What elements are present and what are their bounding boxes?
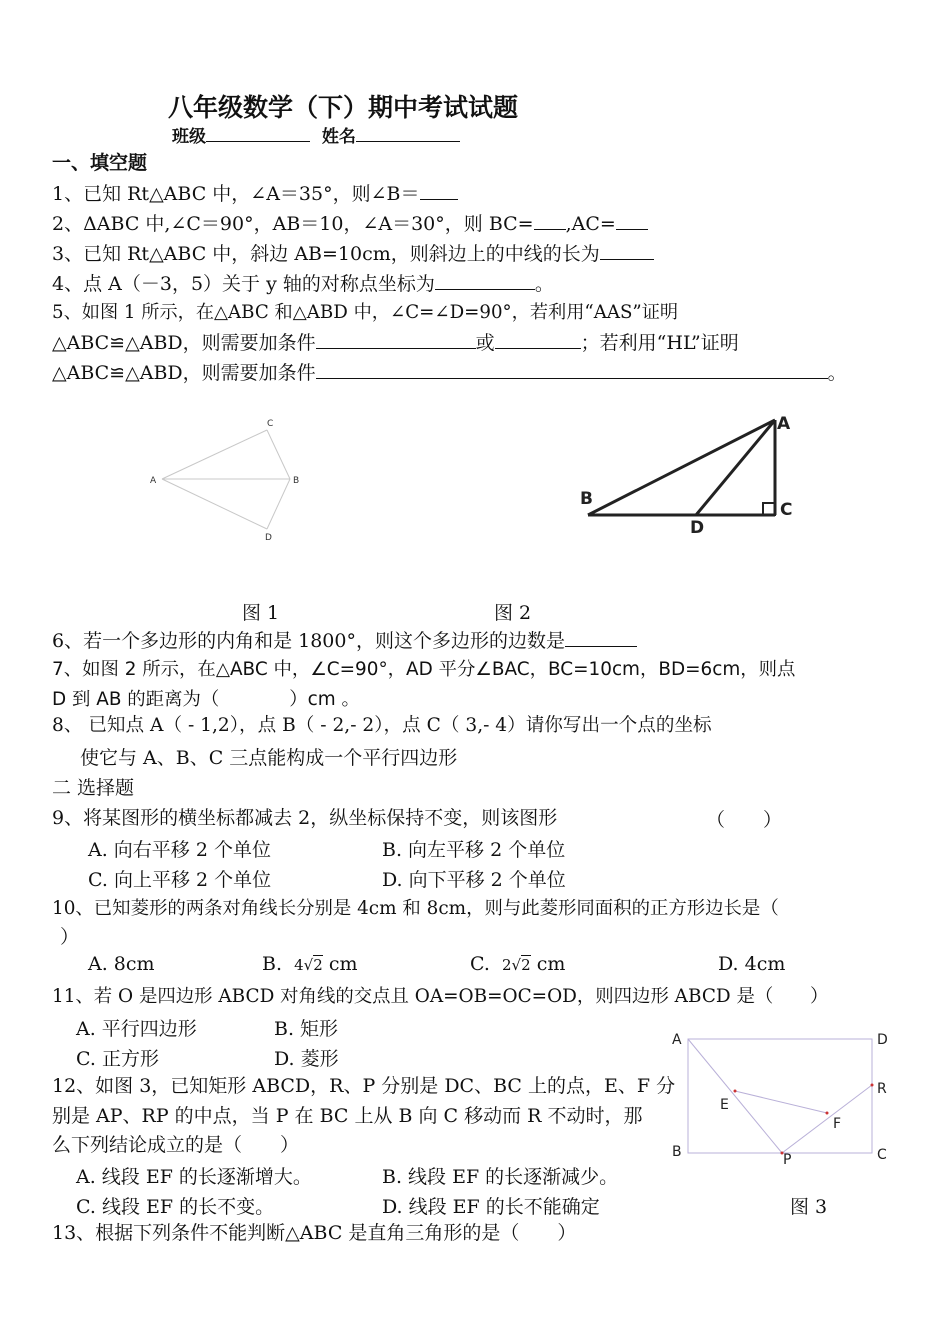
q4-blank[interactable] (435, 271, 535, 290)
q10-option-d[interactable]: D. 4cm (718, 953, 786, 975)
fig3-label-d: D (877, 1032, 888, 1048)
q11-option-d[interactable]: D. 菱形 (274, 1048, 339, 1070)
q9-option-c[interactable]: C. 向上平移 2 个单位 (88, 869, 272, 891)
q3-blank[interactable] (600, 241, 654, 260)
q9-answer-paren[interactable]: （ ） (706, 809, 783, 831)
q5-blank-hl[interactable] (316, 360, 828, 379)
fig2-label-a: A (777, 414, 791, 434)
question-8-line-1: 8、 已知点 A（ - 1,2），点 B（ - 2,- 2），点 C（ 3,- 4）请你写出一个点的坐标 (52, 715, 712, 736)
q11-option-a[interactable]: A. 平行四边形 (76, 1018, 197, 1040)
class-label: 班级 (172, 127, 206, 147)
fig1-label-a: A (150, 476, 157, 486)
fig3-label-c: C (877, 1147, 887, 1163)
question-9: 9、将某图形的横坐标都减去 2，纵坐标保持不变，则该图形 (52, 807, 558, 829)
section-fill-in-title: 一、填空题 (52, 152, 148, 174)
q12-option-a[interactable]: A. 线段 EF 的长逐渐增大。 (76, 1166, 312, 1188)
q5-blank-aas-1[interactable] (316, 330, 476, 349)
q10-option-a[interactable]: A. 8cm (88, 953, 155, 975)
q10-option-c[interactable]: C. 2√2 cm (470, 953, 566, 975)
fig3-label-r: R (877, 1081, 887, 1097)
name-label: 姓名 (321, 127, 356, 147)
question-1: 1、已知 Rt△ABC 中，∠A＝35°，则∠B＝ (52, 181, 458, 207)
question-3: 3、已知 Rt△ABC 中，斜边 AB=10cm，则斜边上的中线的长为 (52, 241, 654, 267)
question-12-line-1: 12、如图 3，已知矩形 ABCD，R、P 分别是 DC、BC 上的点，E、F 分 (52, 1075, 676, 1097)
q6-blank[interactable] (565, 628, 637, 647)
figure-2-diagram (570, 405, 810, 545)
figure-1-diagram (140, 410, 320, 550)
q10-option-b[interactable]: B. 4√2 cm (262, 953, 358, 975)
figure-3-diagram (660, 1025, 910, 1170)
figure-2-caption: 图 2 (494, 602, 532, 624)
question-10-line-2: ） (60, 926, 80, 948)
fig2-label-b: B (580, 489, 593, 509)
page-title: 八年级数学（下）期中考试试题 (168, 93, 519, 122)
q12-option-b[interactable]: B. 线段 EF 的长逐渐减少。 (382, 1166, 619, 1188)
figure-1-caption: 图 1 (242, 602, 280, 624)
class-blank[interactable] (206, 123, 310, 142)
question-7-line-1: 7、如图 2 所示，在△ABC 中，∠C=90°，AD 平分∠BAC，BC=10cm，BD=6cm，则点 (52, 659, 796, 680)
q1-blank[interactable] (420, 181, 458, 200)
q5-blank-aas-2[interactable] (495, 330, 581, 349)
section-choice-title: 二 选择题 (52, 777, 135, 799)
fig3-label-f: F (833, 1116, 842, 1132)
fig1-label-b: B (293, 476, 300, 486)
fig3-label-e: E (720, 1097, 729, 1113)
q11-option-c[interactable]: C. 正方形 (76, 1048, 159, 1070)
question-4: 4、点 A（－3，5）关于 y 轴的对称点坐标为 。 (52, 273, 554, 295)
fig3-label-a: A (672, 1032, 682, 1048)
fig1-label-d: D (265, 533, 272, 543)
q9-option-d[interactable]: D. 向下平移 2 个单位 (382, 869, 566, 891)
q9-option-b[interactable]: B. 向左平移 2 个单位 (382, 839, 566, 861)
q12-option-d[interactable]: D. 线段 EF 的长不能确定 (382, 1196, 600, 1218)
question-13: 13、根据下列条件不能判断△ABC 是直角三角形的是（ ） (52, 1222, 577, 1244)
fig3-label-b: B (672, 1144, 682, 1160)
q11-option-b[interactable]: B. 矩形 (274, 1018, 339, 1040)
q2-blank-bc[interactable] (534, 211, 566, 230)
q2-blank-ac[interactable] (616, 211, 648, 230)
sqrt-sign: √ (511, 956, 522, 974)
name-blank[interactable] (356, 123, 460, 142)
question-8-line-2: 使它与 A、B、C 三点能构成一个平行四边形 (80, 747, 458, 769)
q9-option-a[interactable]: A. 向右平移 2 个单位 (88, 839, 271, 861)
sqrt-sign: √ (303, 956, 314, 974)
figure-3-caption: 图 3 (790, 1196, 828, 1218)
question-12-line-2: 别是 AP、RP 的中点，当 P 在 BC 上从 B 向 C 移动而 R 不动时，那 (52, 1105, 643, 1127)
student-info-line (172, 122, 460, 147)
fig1-label-c: C (267, 419, 274, 429)
fig3-label-p: P (783, 1152, 792, 1168)
question-7-line-2: D 到 AB 的距离为（ ）cm 。 (52, 689, 360, 710)
fig2-label-d: D (690, 518, 705, 538)
question-5-line-1: 5、如图 1 所示，在△ABC 和△ABD 中，∠C=∠D=90°，若利用“AAS”证明 (52, 302, 679, 323)
question-12-line-3: 么下列结论成立的是（ ） (52, 1134, 300, 1156)
question-11: 11、若 O 是四边形 ABCD 对角线的交点且 OA=OB=OC=OD，则四边形 ABCD 是（ ） (52, 986, 829, 1007)
question-6: 6、若一个多边形的内角和是 1800°，则这个多边形的边数是 (52, 628, 637, 654)
fig2-label-c: C (780, 500, 793, 520)
q12-option-c[interactable]: C. 线段 EF 的长不变。 (76, 1196, 275, 1218)
question-2: 2、ΔABC 中,∠C＝90°，AB＝10，∠A＝30°，则 BC= ,AC= (52, 211, 648, 237)
question-10-line-1: 10、已知菱形的两条对角线长分别是 4cm 和 8cm，则与此菱形同面积的正方形边长是（ (52, 898, 779, 919)
question-5-line-2: △ABC≌△ABD，则需要加条件 或 ；若利用“HL”证明 (52, 332, 739, 354)
question-5-line-3: △ABC≌△ABD，则需要加条件 。 (52, 362, 847, 384)
